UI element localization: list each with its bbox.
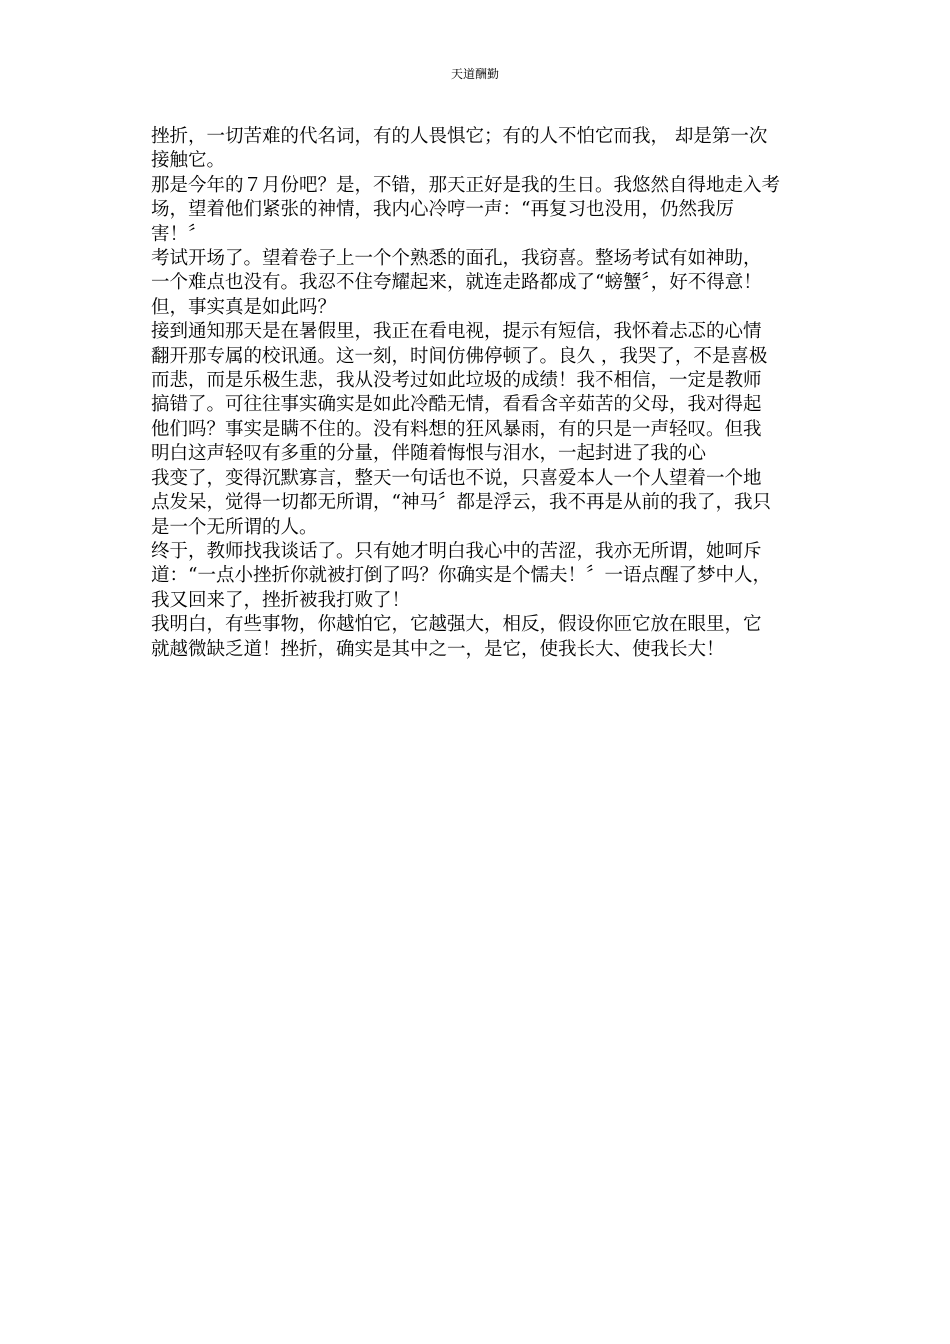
paragraph-6: 终于，教师找我谈话了。只有她才明白我心中的苦涩，我亦无所谓，她呵斥 道：“一点小挫折你就被打倒了吗？你确实是个懦夫！〞一语点醒了梦中人， 我又回来了，挫折被我打败了！ [151,540,771,611]
paragraph-1: 挫折，一切苦难的代名词，有的人畏惧它；有的人不怕它而我， 却是第一次 接触它。 [151,126,768,172]
essay-body [151,125,803,662]
paragraph-4: 接到通知那天是在暑假里，我正在看电视，提示有短信，我怀着忐忑的心情 翻开那专属的校讯通。这一刻，时间仿佛停顿了。良久 ，我哭了，不是喜极 而悲，而是乐极生悲，我从没考过如此垃圾的成绩！我不相信，一定是教师 搞错了。可往往事实确实是如此冷酷无情，看看含辛茹苦的父母，我对得起 他们吗？事实是瞒不住的。没有料想的狂风暴雨，有的只是一声轻叹。但我 明白这声轻叹有多重的分量，伴随着悔恨与泪水，一起封进了我的心 [151,321,768,465]
paragraph-7: 我明白，有些事物，你越怕它，它越强大，相反，假设你匝它放在眼里，它 就越微缺乏道！挫折，确实是其中之一，是它，使我长大、使我长大！ [151,614,762,660]
page-header: 天道酬勤 [450,67,499,81]
paragraph-3: 考试开场了。望着卷子上一个个熟悉的面孔，我窃喜。整场考试有如神助， 一个难点也没有。我忍不住夸耀起来，就连走路都成了“螃蟹〞，好不得意！ 但，事实真是如此吗？ [151,248,762,318]
paragraph-2: 那是今年的７月份吧？是，不错，那天正好是我的生日。我悠然自得地走入考 场，望着他们紧张的神情，我内心冷哼一声：“再复习也没用，仍然我厉 害！〞 [151,174,781,245]
paragraph-5: 我变了，变得沉默寡言，整天一句话也不说，只喜爱本人一个人望着一个地 点发呆，觉得一切都无所谓，“神马〞都是浮云，我不再是从前的我了，我只 是一个无所谓的人。 [151,467,771,538]
